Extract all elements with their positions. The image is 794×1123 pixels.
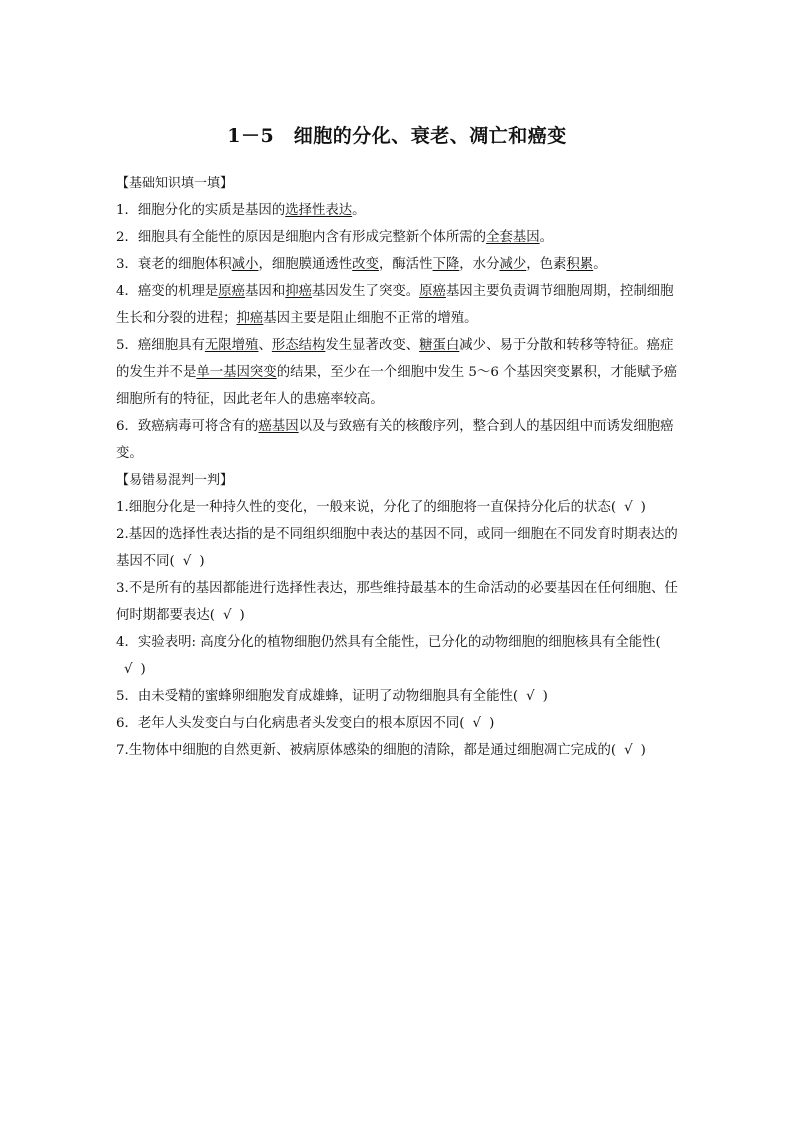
check-mark: √: [472, 716, 482, 731]
judgement-item: [116, 737, 682, 764]
item-text: 基因发生了突变。: [312, 284, 420, 299]
judgement-item: [116, 710, 682, 737]
item-text: 3.不是所有的基因都能进行选择性表达，那些维持最基本的生命活动的必要基因在任何细胞、任何时期都要表达(: [116, 581, 678, 623]
answer-text: 无限增殖: [204, 338, 259, 353]
item-text: 3．衰老的细胞体积: [116, 257, 232, 272]
page-title: 1－5 细胞的分化、衰老、凋亡和癌变: [227, 125, 567, 147]
close-paren: ): [542, 689, 548, 704]
item-text: ，细胞膜通透性: [258, 257, 353, 272]
check-mark: √: [222, 608, 232, 623]
item-text: 以及与致癌有关的核酸序列，整合到人的基因组中而诱发细胞癌变。: [116, 419, 674, 461]
answer-text: 原癌: [419, 284, 446, 299]
answer-text: 抑癌: [236, 311, 264, 326]
item-text: 4．癌变的机理是: [116, 284, 219, 299]
item-text: 5．癌细胞具有: [116, 338, 205, 353]
basics-item: [116, 278, 682, 332]
basics-item: [116, 332, 682, 413]
judgement-item: [116, 575, 682, 629]
check-mark: √: [124, 662, 133, 677]
basics-item: [116, 224, 682, 251]
item-text: 、: [258, 338, 272, 353]
item-text: 基因主要负责调节细胞周期，控制细胞生长和分裂的进程；: [116, 284, 674, 326]
check-mark: √: [182, 554, 192, 569]
judgement-item: [116, 521, 682, 575]
answer-text: 下降: [432, 257, 460, 272]
check-mark: √: [624, 500, 633, 515]
item-text: ，色素: [526, 257, 567, 272]
close-paren: ): [199, 554, 205, 569]
basics-item: [116, 197, 682, 224]
item-text: 1．细胞分化的实质是基因的: [116, 203, 286, 218]
close-paren: ): [140, 662, 146, 677]
close-paren: ): [640, 743, 646, 758]
item-text: ，水分: [459, 257, 500, 272]
answer-text: 原癌: [218, 284, 246, 299]
item-text: 2．细胞具有全能性的原因是细胞内含有形成完整新个体所需的: [116, 230, 487, 245]
answer-text: 癌基因: [258, 419, 299, 434]
item-text: 发生显著改变、: [325, 338, 420, 353]
item-text: 。: [539, 230, 554, 245]
answer-text: 减小: [231, 257, 259, 272]
judgement-list: [116, 494, 682, 764]
item-text: 4．实验表明: 高度分化的植物细胞仍然具有全能性，已分化的动物细胞的细胞核具有全能性(: [116, 635, 661, 650]
answer-text: 减少: [499, 257, 527, 272]
answer-text: 形态结构: [271, 338, 326, 353]
answer-text: 单一基因突变: [196, 365, 277, 380]
close-paren: ): [489, 716, 495, 731]
judgement-item: [116, 683, 682, 710]
item-text: 1.细胞分化是一种持久性的变化，一般来说，分化了的细胞将一直保持分化后的状态(: [116, 500, 617, 515]
item-text: 5．由未受精的蜜蜂卵细胞发育成雄蜂，证明了动物细胞具有全能性(: [116, 689, 519, 704]
judgement-item: [116, 494, 682, 521]
answer-text: 抑癌: [285, 284, 312, 299]
item-text: ，酶活性: [378, 257, 433, 272]
close-paren: ): [640, 500, 646, 515]
answer-text: 全套基因: [486, 230, 540, 245]
item-text: 。: [593, 257, 607, 272]
answer-text: 选择性表达: [285, 203, 353, 218]
item-text: 7.生物体中细胞的自然更新、被病原体感染的细胞的清除，都是通过细胞凋亡完成的(: [116, 743, 617, 758]
check-mark: √: [624, 743, 633, 758]
basics-item: [116, 413, 682, 467]
item-text: 6．老年人头发变白与白化病患者头发变白的根本原因不同(: [116, 716, 465, 731]
answer-text: 改变: [352, 257, 379, 272]
item-text: 6．致癌病毒可将含有的: [116, 419, 259, 434]
judgement-item: [116, 629, 682, 683]
item-text: 基因主要是阻止细胞不正常的增殖。: [263, 311, 478, 326]
section-heading-judgement: 【易错易混判一判】: [116, 473, 234, 488]
check-mark: √: [526, 689, 535, 704]
item-text: 的结果，至少在一个细胞中发生 5～6 个基因突变累积，才能赋予癌细胞所有的特征，因此老年人的患癌率较高。: [116, 365, 678, 407]
basics-list: [116, 197, 682, 467]
item-text: 2.基因的选择性表达指的是不同组织细胞中表达的基因不同，或同一细胞在不同发育时期表达的基因不同(: [116, 527, 678, 569]
item-text: 减少、易于分散和转移等特征。癌症的发生并不是: [116, 338, 674, 380]
item-text: 。: [352, 203, 366, 218]
close-paren: ): [239, 608, 245, 623]
item-text: 基因和: [245, 284, 286, 299]
basics-item: [116, 251, 682, 278]
answer-text: 积累: [566, 257, 594, 272]
section-heading-basics: 【基础知识填一填】: [116, 176, 234, 191]
answer-text: 糖蛋白: [419, 338, 460, 353]
content-body: [116, 170, 682, 764]
